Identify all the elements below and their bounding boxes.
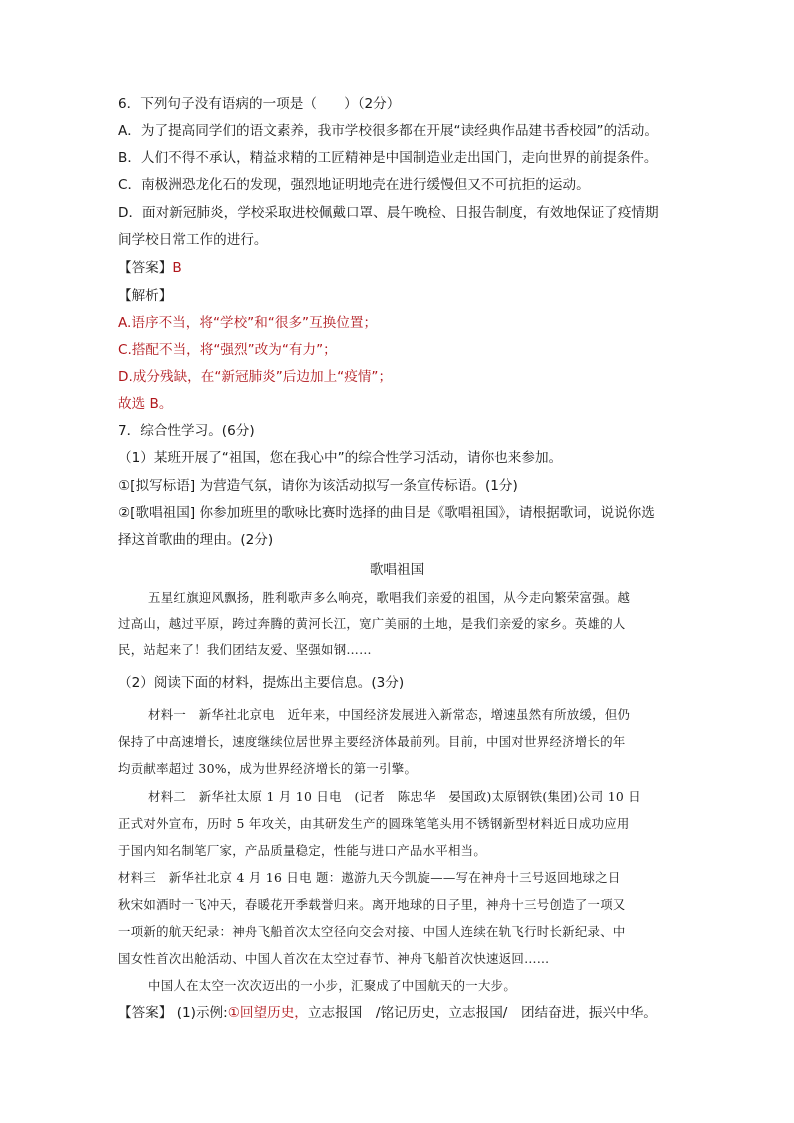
material-3-line-1: 材料三 新华社北京 4 月 16 日电 题：遨游九天今凯旋——写在神舟十三号返回地球之日	[118, 870, 621, 885]
q6-analysis-c: C.搭配不当，将“强烈”改为“有力”；	[118, 342, 337, 358]
material-3-line-3: 一项新的航天纪录：神舟飞船首次太空径向交会对接、中国人连续在轨飞行时长新纪录、中	[118, 924, 626, 939]
q6-analysis-conclusion: 故选 B。	[118, 396, 173, 412]
q6-answer	[118, 258, 182, 278]
material-1-line-1: 材料一 新华社北京电 近年来，中国经济发展进入新常态，增速虽然有所放缓，但仍	[148, 707, 631, 722]
song-line-2: 过高山，越过平原，跨过奔腾的黄河长江，宽广美丽的土地，是我们亲爱的家乡。英雄的人	[118, 616, 626, 631]
q6-option-d: D．面对新冠肺炎，学校采取进校佩戴口罩、晨午晚检、日报告制度，有效地保证了疫情期	[118, 205, 659, 221]
song-line-3: 民，站起来了！我们团结友爱、坚强如钢……	[118, 642, 372, 657]
material-3-line-2: 秋宋如酒时一飞冲天，春暖花开季载誉归来。离开地球的日子里，神舟十三号创造了一项又	[118, 897, 626, 912]
material-1-line-2: 保持了中高速增长，速度继续位居世界主要经济体最前列。目前，中国对世界经济增长的年	[118, 734, 626, 749]
material-3-line-4: 国女性首次出舱活动、中国人首次在太空过春节、神舟飞船首次快速返回……	[118, 951, 550, 966]
q6-option-d-cont: 间学校日常工作的进行。	[118, 232, 268, 248]
material-2-line-2: 正式对外宣布，历时 5 年攻关，由其研发生产的圆珠笔笔头用不锈钢新型材料近日成功应用	[118, 816, 630, 831]
song-title: 歌唱祖国	[369, 562, 425, 578]
material-1-line-3: 均贡献率超过 30%，成为世界经济增长的第一引擎。	[118, 761, 418, 776]
q7-item2-line1: ②[歌唱祖国] 你参加班里的歌咏比赛时选择的曲目是《歌唱祖国》，请根据歌词，说说你选	[118, 505, 655, 521]
q7-item1: ①[拟写标语] 为营造气氛，请你为该活动拟写一条宣传标语。(1分)	[118, 478, 518, 494]
closing-sentence: 中国人在太空一次次迈出的一小步，汇聚成了中国航天的一大步。	[148, 978, 517, 993]
q7-item2-line2: 择这首歌曲的理由。(2分)	[118, 532, 274, 548]
q6-analysis-d: D.成分残缺，在“新冠肺炎”后边加上“疫情”；	[118, 369, 393, 385]
q7-stem: 7．综合性学习。(6分)	[118, 423, 255, 439]
q6-answer-value: B	[172, 260, 182, 276]
q7-answer-label: 【答案】	[118, 1005, 173, 1021]
q7-part2: （2）阅读下面的材料，提炼出主要信息。(3分)	[118, 675, 405, 691]
q6-option-c: C．南极洲恐龙化石的发现，强烈地证明地壳在进行缓慢但又不可抗拒的运动。	[118, 177, 590, 193]
material-2-line-3: 于国内知名制笔厂家，产品质量稳定，性能与进口产品水平相当。	[118, 843, 487, 858]
q6-analysis-a: A.语序不当，将“学校”和“很多”互换位置；	[118, 315, 378, 331]
q7-answer-rest: 立志报国 /铭记历史，立志报国/ 团结奋进，振兴中华。	[307, 1005, 657, 1021]
q6-stem: 6．下列句子没有语病的一项是（ ）（2分）	[118, 96, 401, 112]
q6-answer-label: 【答案】	[118, 260, 173, 276]
q6-option-a: A．为了提高同学们的语文素养，我市学校很多都在开展“读经典作品建书香校园”的活动。	[118, 123, 658, 139]
q7-answer-prefix: (1)示例:	[176, 1005, 228, 1021]
q6-option-b: B．人们不得不承认，精益求精的工匠精神是中国制造业走出国门，走向世界的前提条件。	[118, 150, 658, 166]
material-2-line-1: 材料二 新华社太原 1 月 10 日电 (记者 陈忠华 晏国政)太原钢铁(集团)公司 10 日	[148, 789, 641, 804]
song-line-1: 五星红旗迎风飘扬，胜利歌声多么响亮，歌唱我们亲爱的祖国，从今走向繁荣富强。越	[148, 590, 631, 605]
q7-part1: （1）某班开展了“祖国，您在我心中”的综合性学习活动，请你也来参加。	[118, 450, 563, 466]
q7-answer-highlight: ①回望历史，	[227, 1005, 308, 1021]
q6-analysis-label: 【解析】	[118, 288, 173, 304]
q7-answer	[118, 1003, 657, 1023]
